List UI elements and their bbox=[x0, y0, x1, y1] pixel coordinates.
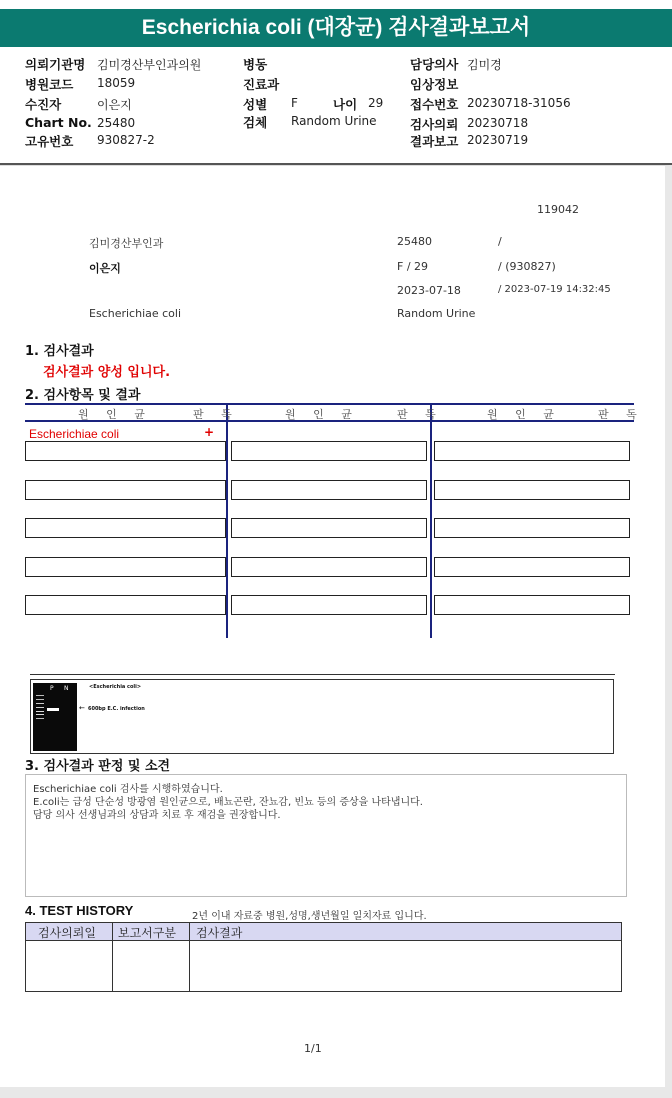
history-col-result: 검사결과 bbox=[196, 926, 243, 940]
result-box bbox=[25, 518, 226, 538]
report-patient: 이은지 bbox=[89, 262, 121, 275]
lane-p-label: P bbox=[50, 685, 54, 692]
positive-result: 검사결과 양성 입니다. bbox=[43, 365, 171, 380]
result-box bbox=[25, 441, 226, 461]
report-reported-datetime: / 2023-07-19 14:32:45 bbox=[498, 284, 611, 295]
result-box bbox=[231, 595, 427, 615]
result-box bbox=[25, 480, 226, 500]
result-box bbox=[434, 518, 630, 538]
sex-value: F bbox=[291, 96, 298, 110]
result-box bbox=[434, 557, 630, 577]
result-organism: Escherichiae coli bbox=[29, 427, 120, 441]
col1-organism-header: 원 인 균 bbox=[78, 408, 152, 421]
section1-title: 1. 검사결과 bbox=[25, 344, 94, 359]
page-number: 1/1 bbox=[304, 1042, 322, 1055]
grid-divider-2 bbox=[430, 403, 432, 638]
col3-organism-header: 원 인 균 bbox=[487, 408, 561, 421]
result-box bbox=[231, 518, 427, 538]
test-request-label: 검사의뢰 bbox=[410, 117, 459, 132]
grid-divider-1 bbox=[226, 403, 228, 638]
col3-judgement-header: 판 독 bbox=[598, 408, 644, 421]
section3-title: 3. 검사결과 판정 및 소견 bbox=[25, 759, 171, 774]
requesting-institution-value: 김미경산부인과의원 bbox=[97, 58, 202, 72]
hospital-code-label: 병원코드 bbox=[25, 77, 74, 92]
chart-no-label: Chart No. bbox=[25, 115, 92, 130]
age-value: 29 bbox=[368, 96, 384, 110]
history-body bbox=[25, 940, 622, 992]
clinical-info-label: 임상정보 bbox=[410, 77, 459, 92]
col1-judgement-header: 판 독 bbox=[193, 408, 239, 421]
report-chart: 25480 bbox=[397, 235, 432, 248]
age-label: 나이 bbox=[333, 97, 358, 112]
viewer-bottom-band bbox=[0, 1087, 672, 1098]
requesting-institution-label: 의뢰기관명 bbox=[25, 57, 86, 72]
report-id-short: / (930827) bbox=[498, 260, 556, 273]
attending-doctor-label: 담당의사 bbox=[410, 57, 459, 72]
result-box bbox=[231, 441, 427, 461]
result-box bbox=[231, 557, 427, 577]
specimen-value: Random Urine bbox=[291, 114, 377, 128]
result-box bbox=[434, 480, 630, 500]
result-report-value: 20230719 bbox=[467, 133, 529, 147]
history-col-report-type: 보고서구분 bbox=[118, 926, 176, 940]
report-sex-age: F / 29 bbox=[397, 260, 429, 273]
gel-lanes-graphic bbox=[33, 683, 77, 751]
history-col-divider bbox=[112, 940, 113, 992]
result-mark: + bbox=[204, 425, 215, 439]
col2-judgement-header: 판 독 bbox=[397, 408, 443, 421]
ward-label: 병동 bbox=[243, 57, 268, 72]
receipt-number-label: 접수번호 bbox=[410, 97, 459, 112]
report-number: 119042 bbox=[537, 203, 579, 216]
gel-caption: <Escherichia coli> bbox=[89, 684, 142, 690]
unique-number-label: 고유번호 bbox=[25, 134, 74, 149]
gel-electrophoresis-image bbox=[33, 683, 77, 751]
chart-no-value: 25480 bbox=[97, 116, 136, 130]
gel-band-arrow: ← bbox=[79, 704, 85, 712]
report-received-date: 2023-07-18 bbox=[397, 284, 461, 297]
report-hospital: 김미경산부인과 bbox=[89, 237, 164, 250]
result-box bbox=[434, 441, 630, 461]
department-label: 진료과 bbox=[243, 77, 280, 92]
patient-value: 이은지 bbox=[97, 98, 132, 112]
gel-image-frame bbox=[30, 679, 614, 754]
attending-doctor-value: 김미경 bbox=[467, 58, 502, 72]
section4-title: 4. TEST HISTORY bbox=[25, 903, 134, 918]
unique-number-value: 930827-2 bbox=[97, 133, 155, 147]
report-title: Escherichia coli (대장균) 검사결과보고서 bbox=[0, 9, 672, 47]
result-box bbox=[231, 480, 427, 500]
history-header-cell bbox=[189, 922, 622, 941]
lane-n-label: N bbox=[64, 685, 69, 692]
section2-title: 2. 검사항목 및 결과 bbox=[25, 388, 141, 403]
hospital-code-value: 18059 bbox=[97, 76, 136, 90]
positive-band bbox=[47, 708, 59, 711]
result-report-label: 결과보고 bbox=[410, 134, 459, 149]
col2-organism-header: 원 인 균 bbox=[285, 408, 359, 421]
sex-label: 성별 bbox=[243, 97, 268, 112]
findings-box bbox=[25, 774, 627, 897]
history-col-divider bbox=[189, 940, 190, 992]
patient-label: 수진자 bbox=[25, 97, 62, 112]
history-col-request-date: 검사의뢰일 bbox=[38, 926, 96, 940]
report-test-name: Escherichiae coli bbox=[89, 307, 182, 320]
findings-line: Escherichiae coli 검사를 시행하였습니다. bbox=[33, 784, 223, 795]
history-note: 2년 이내 자료중 병원,성명,생년월일 일치자료 입니다. bbox=[192, 911, 427, 922]
findings-line: 담당 의사 선생님과의 상담과 치료 후 재검을 권장합니다. bbox=[33, 810, 281, 821]
result-box bbox=[434, 595, 630, 615]
report-specimen: Random Urine bbox=[397, 307, 476, 320]
specimen-label: 검체 bbox=[243, 115, 268, 130]
findings-line: E.coli는 급성 단순성 방광염 원인균으로, 배뇨곤란, 잔뇨감, 빈뇨 등의 증상을 나타냅니다. bbox=[33, 797, 423, 808]
grid-top-line bbox=[25, 403, 634, 405]
test-request-value: 20230718 bbox=[467, 116, 529, 130]
receipt-number-value: 20230718-31056 bbox=[467, 96, 571, 110]
result-box bbox=[25, 557, 226, 577]
report-slash: / bbox=[498, 235, 502, 248]
gel-top-rule bbox=[30, 674, 615, 675]
result-box bbox=[25, 595, 226, 615]
gel-band-label: 600bp E.C. infection bbox=[88, 706, 145, 712]
